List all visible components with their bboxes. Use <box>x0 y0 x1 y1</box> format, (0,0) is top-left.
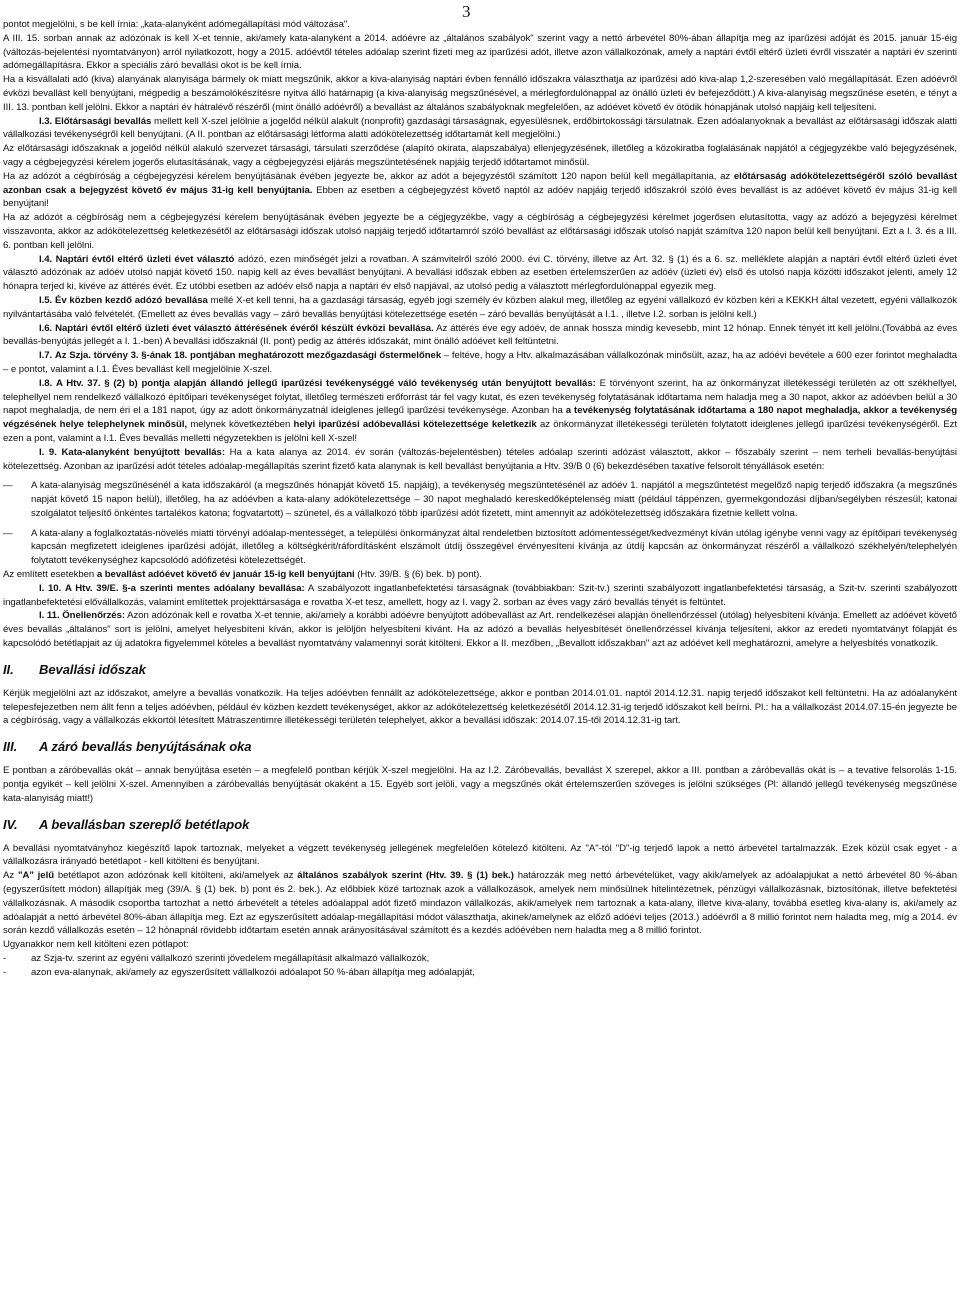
paragraph-permanent <box>3 377 957 446</box>
item-label: I.3. <box>39 115 53 127</box>
page-number: 3 <box>462 2 471 21</box>
bold-run: helyi iparűzési adóbevallási kötelezettsége keletkezik <box>293 419 537 431</box>
bold-run: a bevallást adóévet követő év január 15-ig kell benyújtani <box>96 569 355 581</box>
list-item-text: A kata-alany a foglalkoztatás-növelés miatti törvényi adóalap-mentességet, a települési önkormányzat által rendeletben biztosított adómentességet/kedvezményt kíván utólag igénybe venni vagy az építőipari tevékenység kapcsán megfizetett ideiglenes iparűzési adóját, illetőleg a költségkérit/ráfordításként elszámolt útdíj összegével érvényesíteni kívánja az útdíj kapcsán az önkormányzat részéről a vállalkozó székhelyén/telephelyén folytatott tevékenységhez kapcsolódó adófizetési kötelezettségét. <box>31 527 957 567</box>
item-text: mellett kell X-szel jelölnie a jogelőd nélkül alakult (nonprofit) gazdasági társaságnak, egyesülésnek, erdőbirtokossági társulatnak. Ezen adóalanyoknak a bevallást az előtársasági időszak alatti vállalkozási tevékenységről kell benyújtani. (A II. pontban az előtársasági létforma alatti adókötelezettség időtartamát kell megjelölni.) <box>3 115 957 141</box>
item-text: Azon adózónak kell e rovatba X-et tennie, aki/amely a korábbi adóévre benyújtott adóbevallást az Art. rendelkezései alapján önellenőrzéssel (utólag) helyesbíteni kívánja. Emellett az adóévet követő éves bevallás „általános" sort is jelölni, amelyet helyesbíteni kíván, akkor is jelöljön helyesbíteni kívánt. Ha az adózó a bevallás helyesbítését önellenőrzéssel kívánja teljesíteni, akkor az eredeti nyomtatványt fólapját és kapcsolódó betétlapjait az új adatokra figyelemmel köteles a bevallást nyomtatvány valamennyi sorát kitölteni. Ekkor a II. mezőben, „Bevallott időszakban" azt az adóévet kell meghatározni, amelyre a helyesbítés vonatkozik. <box>3 610 957 650</box>
item-title: Előtársasági bevallás <box>54 115 152 127</box>
list-item-text: azon eva-alanynak, aki/amely az egyszerűsített vállalkozói adóalapot 50 %-ában állapítja meg adóalapját, <box>31 966 475 978</box>
list-item <box>3 527 957 568</box>
paragraph <box>3 568 957 582</box>
paragraph-pre-company <box>3 115 957 143</box>
item-label: I. 10. <box>39 582 62 594</box>
text-run: Az említett esetekben <box>3 569 97 581</box>
item-label: I. 9. <box>39 446 57 458</box>
item-label: I.8. <box>39 377 53 389</box>
text-run: az önkormányzat illetékességi területén folytatott ideiglenes jellegű iparűzési tevékenységéről. Ezt ezen a pont, valamint a I.1. Éves bevallás melletti négyzetekben is jelölni kell X-szel! <box>3 419 957 444</box>
text-run: Ha az adózót a cégbíróság a cégbejegyzési kérelem benyújtásának évében jegyezte be, akkor az adót a bejegyzéstől számított 120 napon belül kell megállapítania, az <box>3 170 734 182</box>
section-heading <box>3 661 957 679</box>
item-label: I.6. <box>39 322 53 334</box>
item-title: Az Szja. törvény 3. §-ának 18. pontjában meghatározott mezőgazdasági őstermelőnek <box>54 350 442 362</box>
item-title: Kata-alanyként benyújtott bevallás: <box>61 446 225 458</box>
paragraph-kata <box>3 446 957 474</box>
item-title: Naptári évtől eltérő üzleti évet választó <box>55 253 235 265</box>
item-title: A Htv. 39/E. §-a szerinti mentes adóalany bevallása: <box>65 582 305 594</box>
paragraph-fiscal-year <box>3 253 957 294</box>
list-item-text: az Szja-tv. szerint az egyéni vállalkozó szerinti jövedelem megállapításit alkalmazó vállalkozók, <box>31 953 430 965</box>
paragraph-new-taxpayer <box>3 294 957 322</box>
paragraph-exempt <box>3 582 957 610</box>
item-title: Év közben kezdő adózó bevallása <box>54 294 208 306</box>
item-label: I.7. <box>39 350 53 362</box>
document-body <box>3 18 957 980</box>
dash-bullet: — <box>3 480 13 492</box>
item-label: I.4. <box>39 253 53 265</box>
item-title: Önellenőrzés: <box>62 610 126 622</box>
bold-run: a tevékenység folytatásának időtartama a 180 napot meghaladja, akkor a tevékenység végzésének helye telephelynek minősül, <box>3 405 958 431</box>
item-text: A szabályozott ingatlanbefektetési társaságnak (továbbiakban: Szit-tv.) szerinti szabályozott ingatlanbefektetési társaság, a Szit-tv. szerinti szabályozott ingatlanbefektetési elővállalkozás, valamint említettek projekttársasága e rovatba X-et tesz, amellett, hogy az I. vagy 2. sorban az éves vagy záró bevallás tényét is feltüntet. <box>3 582 957 608</box>
item-text: – feltéve, hogy a Htv. alkalmazásában vállalkozónak minősült, azaz, ha az adóévi bevétele a 600 ezer forintot meghaladta – e pontot, valamint a I.1. Éves bevallást kell megjelölnie X-szel. <box>3 350 958 375</box>
paragraph: A bevallási nyomtatványhoz kiegészítő lapok tartoznak, melyeket a végzett tevékenység jellegének megfelelően kötelező kitölteni. Az "A"-tól "D"-ig terjedő lapok a nettó árbevétel tartalmazzák. Ezek közül csak egyet - a vállalkozásra irányadó betétlapot - kell kitölteni és benyújtani. <box>3 842 957 868</box>
list-item <box>3 966 957 980</box>
item-label: I. 11. <box>39 610 60 622</box>
paragraph: Az előtársasági időszaknak a jogelőd nélkül alakuló szervezet társasági, társulati szerződése (alapító okirata, alapszabálya) ellenjegyzésének, illetőleg a közokiratba foglalásának napjától a cégjegyzékbe való bejegyzésének, vagy a cégbejegyzési kérelem jogerős elutasításának, vagy a cégbejegyzési eljárás megszüntetésének napjáig terjedő időtartamot minősül. <box>3 143 957 168</box>
section-heading <box>3 738 957 756</box>
paragraph: Ugyanakkor nem kell kitölteni ezen pótlapot: <box>3 939 189 951</box>
exclusion-list <box>3 952 957 980</box>
text-run: Ebben az esetben a cégbejegyzést követő naptól az adóév napjáig terjedő időszakról szóló éves bevallást is az adóévet követő év május 31-ig kell benyújtani! <box>3 184 958 210</box>
section-title: A bevallásban szereplő betétlapok <box>39 816 250 832</box>
section-title: Bevallási időszak <box>39 661 146 677</box>
text-run: Az <box>3 870 18 882</box>
paragraph: pontot megjelölni, s be kell írnia: „kata-alanyként adómegállapítási mód változása". <box>3 19 350 30</box>
dash-bullet: - <box>3 953 7 965</box>
text-run: melynek következtében <box>187 419 294 431</box>
spacer <box>3 806 957 816</box>
section-number: III. <box>3 739 18 755</box>
paragraph-self-revision <box>3 609 957 650</box>
item-text: E törvényont szerint, ha az önkormányzat illetékességi területén az ott székhellyel, telephellyel nem rendelkező vállalkozó építőipari tevékenységet folytat, illetőleg természeti erőforrást tár fel vagy kutat, és ezen tevékenység folytatásának időtartama nem haladja meg a 30 napot, akkor az adóévben belül a 30 napot meghaladja, de nem éri el a 181 napot, úgy az adott önkormányzatnál ideiglenes jellegű iparűzési tevékenysége. Azonban ha <box>3 377 957 417</box>
paragraph <box>3 869 957 938</box>
list-item-text: A kata-alanyiság megszűnésénél a kata időszakáról (a megszűnés hónapját követő 15. napjáig), a tevékenység megszüntetésénél az adóév 1. napjától a megszűntetést megelőző napig terjedő időszakra (a megszűnés napját követő 15 napon belül), illetőleg, ha az adóévben a kata-alany adókötelezettsége – 30 napot meghaladó kereskedőképtelenség miatt (például táppénzen, gyermekgondozási díjban/segélyben részesül; katonai szolgálatot teljesítő önkéntes tartalékos katona; fogvatartott) – szünetel, és a vállalkozó több iparűzési adót fizetett, mint amennyit az adókötelezettség időszakára fizetnie kellett volna. <box>31 480 957 519</box>
paragraph-transition <box>3 322 957 350</box>
text-run: betétlapot azon adózónak kell kitölteni, aki/amelyek az <box>54 870 298 882</box>
dash-bullet: — <box>3 527 13 539</box>
item-text: adózó, ezen minőségét jelzi a rovatban. A számvitelről szóló 2000. évi C. törvény, illetve az Art. 32. § (1) és a 6. sz. melléklete alapján a naptári évtől eltérő üzleti évet választó adózónak az adóév utolsó napját követő 150. napig kell az éves bevallást benyújtani. A bevallási időszak ebben az esetben értelemszerűen az adóév (üzleti év) első és utolsó napja közötti időszakot jelenti, amely 12 hónapra terjed ki, kivéve az áttérés évét. Ez utóbbi esetben az adóév első napja a naptári év első napjával, az utolsó pedig a választott mérlegfordulónappal egyezik meg. <box>3 253 957 293</box>
list-item <box>3 479 957 520</box>
text-run: (Htv. 39/B. § (6) bek. b) pont). <box>354 569 482 581</box>
item-title: Naptári évtől eltérő üzleti évet választó áttérésének évéről készült évközi bevallása. <box>55 322 434 334</box>
list-item <box>3 952 957 966</box>
spacer <box>3 651 957 661</box>
item-title: A Htv. 37. § (2) b) pontja alapján állandó jellegű iparűzési tevékenységgé váló tevékenység után benyújtott bevallás: <box>55 377 596 389</box>
dash-bullet: - <box>3 966 7 978</box>
section-title: A záró bevallás benyújtásának oka <box>39 739 252 755</box>
bold-run: előtársaság adókötelezettségéről szóló bevallást azonban csak a bejegyzést követő év május 31-ig kell benyújtania. <box>3 170 957 196</box>
paragraph: Ha az adózót a cégbíróság nem a cégbejegyzési kérelem benyújtásának évében jegyezte be a cégjegyzékbe, vagy a cégbíróság a cégbejegyzési kérelmet jogerősen elutasította, vagy az adózó a bejegyzési kérelmet visszavonta, akkor az adókötelezettség keletkezésétől az előtársasági időszak utolsó napjáig terjedő időtartamról szóló bevallást az előtársasági időszak utolsó napját számítva 120 napon belül kell benyújtani. Ezt a I. 3. és a III. 6. pontban kell jelölni. <box>3 212 957 251</box>
spacer <box>3 728 957 738</box>
paragraph: Ha a kisvállalati adó (kiva) alanyának alanyisága bármely ok miatt megszűnik, akkor a kiva-alanyiság naptári évben fennálló időszakra választhatja az iparűzési adó kiva-alap 1,2-szeresében való megállapítását. Ezen adóévről évközi bevallást kell benyújtani, mégpedig a beszámolókészítésre nyitva álló határnapig (a kiva-alanyiság megszűnésével, a mérlegfordulónappal az önálló üzleti év befejeződött.) A kiva-alanyiság megszűnése esetén, e tényt a III. 13. pontban kell jelölni. Ekkor a naptári év hátralévő részéről (mint önálló adóévről) a bevallást az általános szabályoknak megfelelően, az adóévet követő év ötödik hónapjának utolsó napjáig kell teljesíteni. <box>3 74 957 113</box>
section-number: IV. <box>3 816 18 832</box>
paragraph: A III. 15. sorban annak az adózónak is kell X-et tennie, aki/amely kata-alanyként a 2014. adóévre az „általános szabályok" szerint vagy a nettó árbevétel 80%-ában állapítja meg az iparűzési adóját és 2015. január 15-éig (változás-bejelentési nyomtatványon) arról nyilatkozott, hogy a 2015. adóévtől tételes adóalap szerint fizeti meg az iparűzési adót, illetve azon vállalkozónak, amely a naptári évtől eltérő üzleti évről visszatér a naptári év szerinti adómegállapításra. Ekkor a speciális záró bevallási okot is be kell írnia. <box>3 32 957 72</box>
item-text: mellé X-et kell tenni, ha a gazdasági társaság, egyéb jogi személy év közben alakul meg, illetőleg az egyéni vállalkozó év közben kéri a KEKKH által vezetett, egyéni vállalkozók nyilvántartásába való felvételét. (Emellett az éves bevallás vagy – záró bevallás benyújtási kötelezettsége esetén – záró bevallás benyújtását a I.1. , illetve I.2. sorban is jelölni kell.) <box>3 294 957 320</box>
bold-run: általános szabályok szerint (Htv. 39. § (1) bek.) <box>297 870 514 882</box>
paragraph <box>3 170 957 211</box>
item-text: Az áttérés éve egy adóév, de annak hossza mindig kevesebb, mint 12 hónap. Ennek tényét itt kell jelölni.(Továbbá az éves bevallás-benyújtás jellegét a I. 1.-ben) A bevallási időszaknál (II. pont) pedig az áttérés időszakát, mint önálló adóévet kell feltüntetni. <box>3 322 957 348</box>
text-run: határozzák meg nettó árbevételüket, vagy akik/amelyek az adóalapjukat a nettó árbevétel 80 %-ában (egyszerűsített módon) állapítják meg (39/A. § (1) bek. b) pont és 2. bek.). Az előbbiek közé tartoznak azok a vállalkozások, amelyek nem minősülnek hitelintézetnek, pénzügyi vállalkozásnak, biztosítónak, illetve befektetési vállalkozásnak. A második csoportba tartozhat a nettó árbevételt a tételes adóalappal adót fizető mindazon vállalkozás, akik/amelyek nem tartoznak a kata-alany, illetve kiva-alany, továbbá esetleg kiva-alany is, aki/amely az adóalapját a nettó árbevétel 80%-ában állapítja meg. Ezt az egyszerűsített adóalap-megállapítási módot választhatja, akinek/amelynek az előző adóévi teljes (2013.) adóévről a 8 millió forintot nem haladta meg, míg a 2014. év során kezdő vállalkozás esetén – 12 hónapnál rövidebb időtartam esetén annak arányosításával számított és a kezdés adóévében nem haladta meg a 8 millió forintot. <box>3 870 957 937</box>
paragraph: E pontban a záróbevallás okát – annak benyújtása esetén – a megfelelő pontban kérjük X-szel megjelölni. Ha az I.2. Záróbevallás, bevallást X szerepel, akkor a III. pontban a záróbevallás okát is – a tevative felsorolás 1-15. pontja egyikét – kell jelölni X-szel. Amennyiben a záróbevallás benyújtását okaként a 15. Egyéb sort jelöli, vagy a megszűnés okát értelemszerűen szöveges is jelölni szükséges (Pl: állandó jellegű tevékenység megszűnése kata-alanyiság miatt!) <box>3 765 957 804</box>
paragraph: Kérjük megjelölni azt az időszakot, amelyre a bevallás vonatkozik. Ha teljes adóévben fennállt az adókötelezettsége, akkor e pontban 2014.01.01. naptól 2014.12.31. napig terjedő időszakot kell feltüntetni. Ha az adóalanyként telepesfejezetben nem állt fenn a teljes adóévben, például év közben kezdett tevékenységet, akkor az adókötelezettség keletkezésétől 2014.12.31-ig terjedő időszakot kell beírni. Pl.: ha a vállalkozást 2014.07.15-én jegyezte be a cégbíróság, vagy a vállalkozás ekkortól létesített Mátraszentimre illetékességi területén telephelyet, akkor a bevallási időszak: 2014.07.15-től 2014.12.31-ig tart. <box>3 687 957 727</box>
item-label: I.5. <box>39 294 53 306</box>
bold-run: "A" jelű <box>17 870 55 882</box>
item-text: Ha a kata alanya az 2014. év során (változás-bejelentésben) tételes adóalap szerinti adózást választott, akkor – főszabály szerint – nem terheli bevallás-benyújtási kötelezettség. Azonban az iparűzési adót tételes adóalap-megállapítás szerint fizető kata alanynak is kell bevallást benyújtania a Htv. 39/B 0 (6) bekezdésében taxatíve felsorolt tényállások esetén: <box>3 446 957 472</box>
section-heading <box>3 816 957 834</box>
section-number: II. <box>3 661 14 677</box>
paragraph-farmer <box>3 349 957 377</box>
